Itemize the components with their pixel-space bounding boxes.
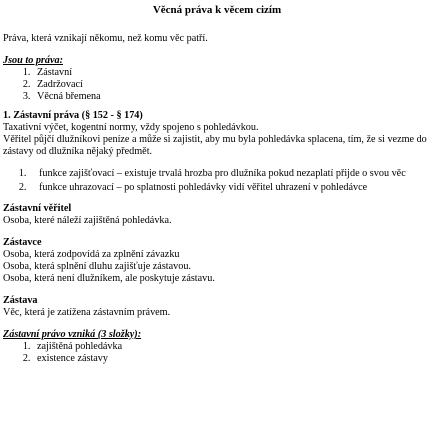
list-item: 3. Věcná břemena <box>33 91 431 103</box>
list-item: 2. funkce uhrazovací – po splatnosti pohledávky vidí věřitel uhrazení v pohledávce <box>29 182 431 194</box>
section-heading-zastava: Zástava <box>3 295 38 306</box>
paragraph-line: Věc, která je zatížena zástavním právem. <box>3 307 171 318</box>
list-item: 2. Zadržovací <box>33 79 431 91</box>
paragraph-line: Taxativní výčet, kogentní normy, vždy spojeno s pohledávkou. <box>3 122 259 133</box>
list-item: 1. Zástavní <box>33 67 431 79</box>
section-heading-zastavce: Zástavce <box>3 237 42 248</box>
intro-paragraph: Práva, která vznikají někomu, než komu věc patří. <box>3 33 208 44</box>
document-title: Věcná práva k věcem cizím <box>152 4 282 16</box>
section-heading-veritel: Zástavní věřitel <box>3 203 72 214</box>
paragraph-line: Osoba, která není dlužníkem, ale poskytuje zástavu. <box>3 273 215 284</box>
types-heading: Jsou to práva: <box>3 55 63 66</box>
vznik-list <box>3 341 431 365</box>
list-item: 2. existence zástavy <box>33 353 431 365</box>
list-item: 1. zajištěná pohledávka <box>33 341 431 353</box>
paragraph-line: Osoba, které náleží zajištěná pohledávka. <box>3 215 172 226</box>
functions-list <box>3 168 431 194</box>
types-list <box>3 67 431 103</box>
list-item: 1. funkce zajišťovací – existuje trvalá hrozba pro dlužníka pokud nezaplatí přijde o svou věc <box>29 168 431 180</box>
paragraph-line: Věřitel půjčí dlužníkovi peníze a může si zajistit, aby mu byla pohledávka splacena, tím, že si vezme do zástavy od dlužníka nějaký předmět. <box>3 134 427 157</box>
paragraph-line: Osoba, která zodpovídá za zplnění závazku <box>3 249 180 260</box>
section-heading-vznik: Zástavní právo vzniká (3 složky): <box>3 329 142 340</box>
section-heading-zastavni-prava: 1. Zástavní práva (§ 152 - § 174) <box>3 110 143 121</box>
paragraph-line: Osoba, která splnění dluhu zajišťuje zástavou. <box>3 261 191 272</box>
